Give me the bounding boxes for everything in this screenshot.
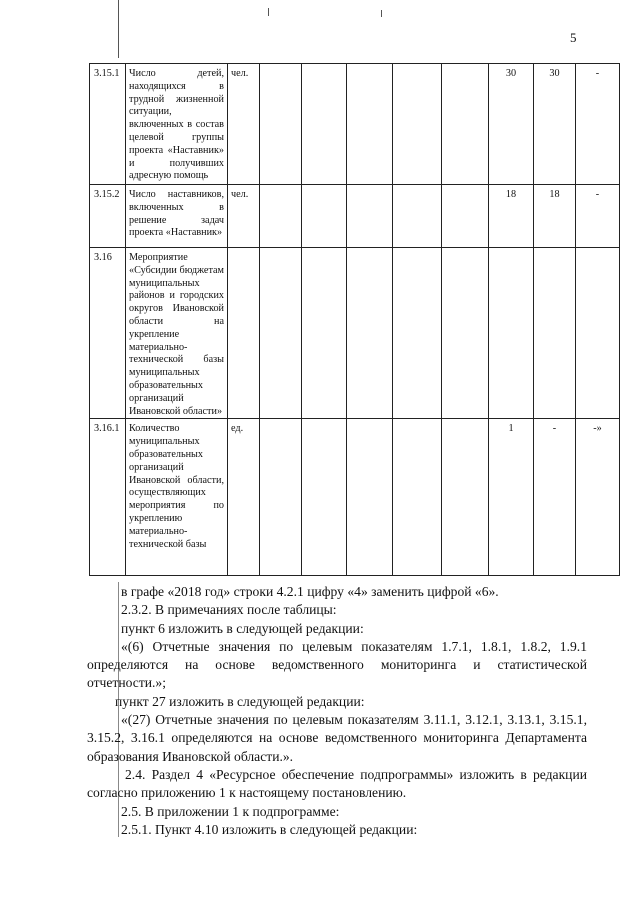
table-cell — [393, 64, 442, 185]
table-row — [90, 419, 620, 576]
row-unit: ед. — [228, 419, 260, 576]
row-unit: чел. — [228, 185, 260, 248]
table-cell: 1 — [489, 419, 534, 576]
table-cell — [260, 64, 302, 185]
table-cell — [347, 419, 393, 576]
paragraph: 2.3.2. В примечаниях после таблицы: — [121, 602, 337, 618]
row-number: 3.16.1 — [90, 419, 126, 576]
table-cell — [393, 419, 442, 576]
table-cell — [393, 185, 442, 248]
row-number: 3.16 — [90, 248, 126, 419]
table-cell: -» — [576, 419, 620, 576]
table-cell: 30 — [489, 64, 534, 185]
indicator-table — [89, 63, 620, 576]
table-cell — [302, 248, 347, 419]
indicator-table-grid — [89, 63, 620, 576]
paragraph: 2.5. В приложении 1 к подпрограмме: — [121, 803, 340, 819]
row-description: Количество муниципальных образовательных организаций Ивановской области, осуществляющих мероприятия по укреплению материально-технической базы — [126, 419, 228, 576]
table-cell — [442, 185, 489, 248]
table-cell — [442, 419, 489, 576]
table-cell — [260, 419, 302, 576]
table-cell — [576, 248, 620, 419]
scan-mark-top-2 — [381, 10, 382, 17]
table-row — [90, 248, 620, 419]
paragraph: 2.4. Раздел 4 «Ресурсное обеспечение подпрограммы» изложить в редакции согласно приложению 1 к настоящему постановлению. — [87, 766, 587, 801]
table-cell: - — [534, 419, 576, 576]
table-row — [90, 64, 620, 185]
paragraph: 2.5.1. Пункт 4.10 изложить в следующей редакции: — [121, 821, 418, 837]
table-cell: 18 — [489, 185, 534, 248]
table-cell: 18 — [534, 185, 576, 248]
table-cell — [534, 248, 576, 419]
table-cell — [347, 185, 393, 248]
table-cell: 30 — [534, 64, 576, 185]
paragraph: пункт 27 изложить в следующей редакции: — [115, 693, 365, 709]
row-unit: чел. — [228, 64, 260, 185]
row-number: 3.15.2 — [90, 185, 126, 248]
table-row — [90, 185, 620, 248]
paragraph: пункт 6 изложить в следующей редакции: — [121, 620, 364, 636]
table-cell — [347, 248, 393, 419]
row-description: Мероприятие «Субсидии бюджетам муниципальных районов и городских округов Ивановской области на укрепление материально-технической базы муниципальных образовательных организаций Ивановской области» — [126, 248, 228, 419]
row-unit — [228, 248, 260, 419]
table-cell — [442, 248, 489, 419]
row-description: Число наставников, включенных в решение задач проекта «Наставник» — [126, 185, 228, 248]
table-cell — [442, 64, 489, 185]
table-cell — [393, 248, 442, 419]
paragraph: в графе «2018 год» строки 4.2.1 цифру «4» заменить цифрой «6». — [121, 584, 499, 599]
scan-mark-top-1 — [268, 8, 269, 16]
table-cell — [302, 64, 347, 185]
scan-mark-left — [118, 0, 119, 58]
table-cell: - — [576, 185, 620, 248]
paragraph: «(27) Отчетные значения по целевым показателям 3.11.1, 3.12.1, 3.13.1, 3.15.1, 3.15.2, 3.16.1 определяются на основе ведомственного мониторинга Департамента образования Ивановской области.». — [87, 712, 587, 764]
table-cell — [260, 248, 302, 419]
row-number: 3.15.1 — [90, 64, 126, 185]
table-cell — [347, 64, 393, 185]
table-cell — [302, 419, 347, 576]
table-cell — [302, 185, 347, 248]
row-description: Число детей, находящихся в трудной жизненной ситуации, включенных в состав целевой группы проекта «Наставник» и получивших адресную помощь — [126, 64, 228, 185]
page-number: 5 — [570, 30, 577, 45]
table-cell — [260, 185, 302, 248]
table-cell: - — [576, 64, 620, 185]
paragraph: «(6) Отчетные значения по целевым показателям 1.7.1, 1.8.1, 1.8.2, 1.9.1 определяются на основе ведомственного мониторинга и статистической отчетности.»; — [87, 638, 587, 691]
amendment-text — [87, 583, 587, 839]
table-cell — [489, 248, 534, 419]
